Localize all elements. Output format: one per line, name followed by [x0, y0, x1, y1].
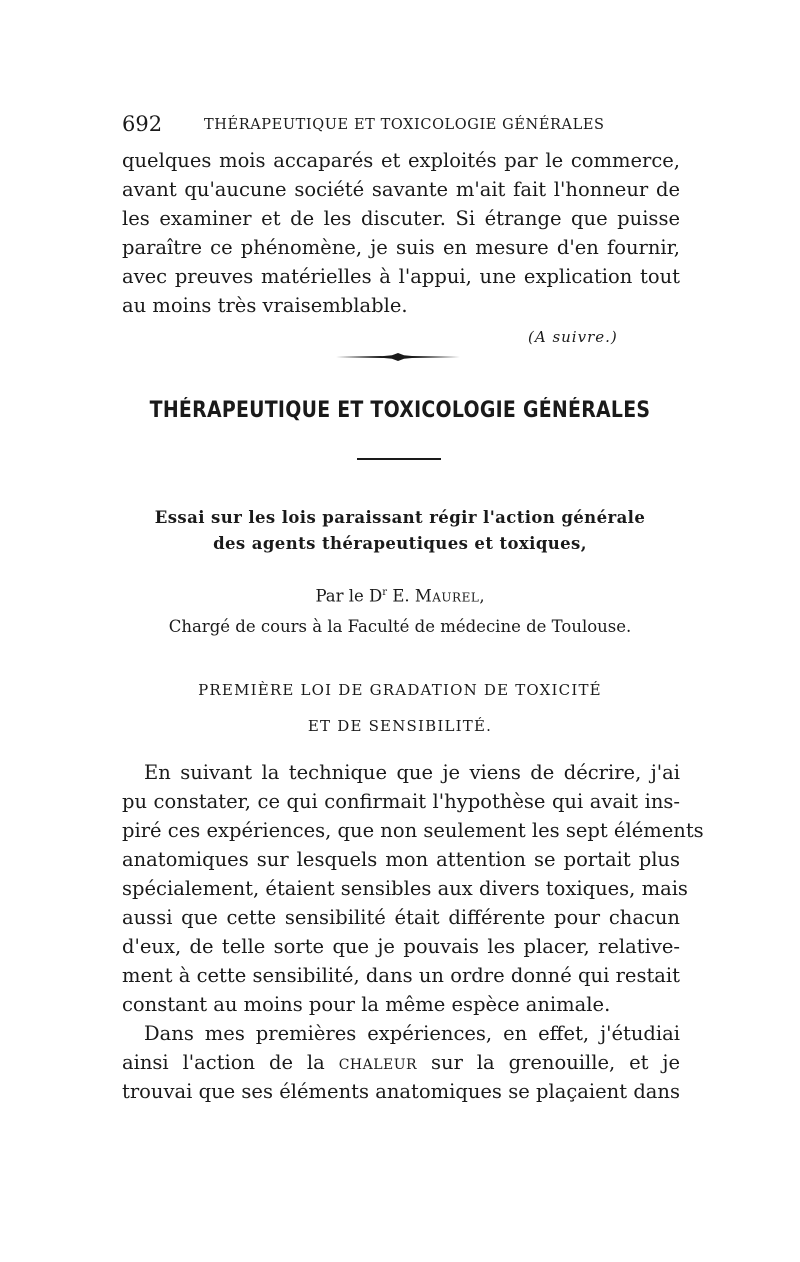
author-name: Maurel — [414, 586, 480, 606]
author-affiliation: Chargé de cours à la Faculté de médecine de Toulouse. — [168, 616, 632, 636]
smallcaps-term: chaleur — [338, 1051, 418, 1074]
divider-rule — [357, 458, 441, 460]
text-line — [122, 1048, 680, 1077]
text-line: d'eux, de telle sorte que je pouvais les placer, relative- — [122, 935, 680, 958]
article-title-line: des agents thérapeutiques et toxiques, — [213, 534, 587, 553]
author-suffix: , — [479, 586, 485, 606]
text-span: sur la grenouille, et je — [417, 1051, 680, 1074]
text-line: En suivant la technique que je viens de décrire, j'ai — [144, 761, 680, 784]
text-line: anatomiques sur lesquels mon attention se portait plus — [122, 848, 680, 871]
text-line: paraître ce phénomène, je suis en mesure d'en fournir, — [122, 236, 680, 259]
text-line: ment à cette sensibilité, dans un ordre donné qui restait — [122, 964, 680, 987]
article-title — [0, 505, 800, 557]
body-paragraph-1 — [122, 758, 704, 1019]
author-initial: E. — [387, 586, 415, 606]
ornament-divider-icon — [336, 352, 460, 362]
text-line: spécialement, étaient sensibles aux divers toxiques, mais — [122, 877, 688, 900]
text-line: piré ces expériences, que non seulement les sept éléments — [122, 819, 704, 842]
text-span: ainsi l'action de la — [122, 1051, 339, 1074]
page-number: 692 — [122, 112, 163, 136]
intro-paragraph — [122, 146, 680, 320]
text-line: Dans mes premières expériences, en effet, j'étudiai — [144, 1022, 680, 1045]
law-heading-line: ET DE SENSIBILITÉ. — [307, 717, 493, 735]
to-be-continued: (A suivre.) — [528, 328, 618, 346]
body-paragraph-2 — [122, 1019, 680, 1106]
article-title-line: Essai sur les lois paraissant régir l'action générale — [154, 508, 646, 527]
text-line: constant au moins pour la même espèce animale. — [122, 993, 611, 1016]
law-heading-line: PREMIÈRE LOI DE GRADATION DE TOXICITÉ — [198, 681, 602, 699]
text-line: avec preuves matérielles à l'appui, une explication tout — [122, 265, 680, 288]
text-line: quelques mois accaparés et exploités par le commerce, — [122, 149, 680, 172]
text-line: pu constater, ce qui confirmait l'hypothèse qui avait ins- — [122, 790, 680, 813]
author-title-sup: r — [382, 587, 388, 598]
text-line: les examiner et de les discuter. Si étrange que puisse — [122, 207, 680, 230]
text-line: trouvai que ses éléments anatomiques se plaçaient dans — [122, 1080, 680, 1103]
running-head-title: THÉRAPEUTIQUE ET TOXICOLOGIE GÉNÉRALES — [204, 117, 605, 133]
byline — [0, 578, 800, 642]
section-title: THÉRAPEUTIQUE ET TOXICOLOGIE GÉNÉRALES — [149, 398, 651, 423]
text-line: aussi que cette sensibilité était différente pour chacun — [122, 906, 680, 929]
text-line: au moins très vraisemblable. — [122, 294, 408, 317]
author-line — [0, 578, 800, 612]
law-heading — [0, 672, 800, 744]
author-prefix: Par le D — [315, 586, 383, 606]
text-line: avant qu'aucune société savante m'ait fait l'honneur de — [122, 178, 680, 201]
